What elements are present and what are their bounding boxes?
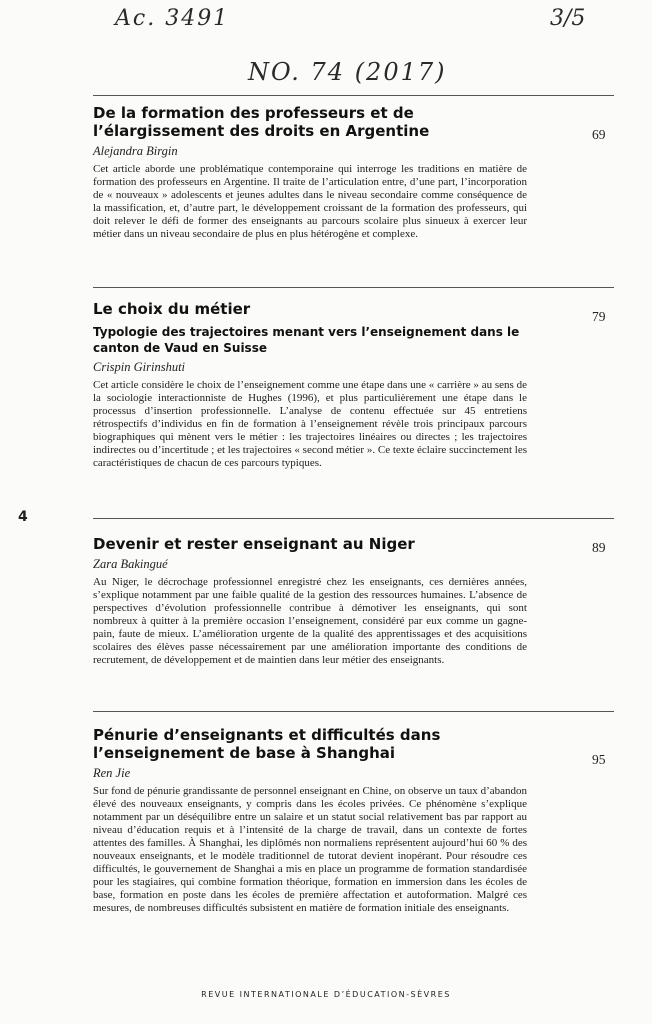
article-author: Crispin Girinshuti [93, 360, 186, 374]
article-abstract: Sur fond de pénurie grandissante de personnel enseignant en Chine, on observe un taux d’abandon élevé des nouveaux enseignants, y compris dans les écoles privées. Ce phénomène s’explique notamment par un déséquilibre entre un salaire et un statut social relativement bas par rapport au niveau d’éducation requis et à l’intensité de la charge de travail, dans un contexte de fortes attentes des familles. À Shanghai, les diplômés non normaliens représentent aujourd’hui 60 % des nouveaux enseignants, et le modèle traditionnel de tutorat devient inopérant. Pour résoudre ces difficultés, le gouvernement de Shanghai a mis en place un programme de formation standardisée pour les stagiaires, qui combine formation théorique, formation en immersion dans les écoles de base, formation en poste dans les écoles de première affectation et autoformation. Malgré ces mesures, de nombreuses difficultés subsistent en matière de formation initiale des enseignants. [93, 785, 527, 914]
article-author: Alejandra Birgin [93, 144, 178, 158]
article-entry [93, 300, 527, 470]
article-page-number[interactable]: 69 [592, 127, 606, 142]
article-title[interactable]: Pénurie d’enseignants et difficultés dans l’enseignement de base à Shanghai [93, 726, 441, 762]
article-entry [93, 535, 527, 667]
article-author: Ren Jie [93, 766, 131, 780]
page-folio-number: 4 [18, 509, 28, 525]
handwritten-reference-number: Ac. 3491 [115, 6, 230, 31]
article-page-number[interactable]: 95 [592, 752, 606, 767]
article-subtitle: Typologie des trajectoires menant vers l’enseignement dans le canton de Vaud en Suisse [93, 325, 520, 355]
article-page-number[interactable]: 79 [592, 309, 606, 324]
article-abstract: Au Niger, le décrochage professionnel enregistré chez les enseignants, ces dernières années, s’explique notamment par une faible qualité de la gestion des ressources humaines. L’absence de perspectives d’évolution professionnelle contribue à démotiver les enseignants, qui sont nombreux à quitter à la première occasion l’enseignement, considéré par eux comme un gagne-pain, faute de mieux. L’amélioration urgente de la qualité des apprentissages et des acquisitions scolaires des élèves passe nécessairement par une amélioration importante des conditions de recrutement, de développement et de maintien dans leur métier des enseignants. [93, 576, 527, 666]
divider-rule [93, 518, 614, 519]
article-title[interactable]: Devenir et rester enseignant au Niger [93, 535, 415, 553]
article-page-number[interactable]: 89 [592, 540, 606, 555]
article-entry [93, 726, 527, 915]
article-author: Zara Bakingué [93, 557, 168, 571]
article-title[interactable]: Le choix du métier [93, 300, 251, 318]
article-title[interactable]: De la formation des professeurs et de l’élargissement des droits en Argentine [93, 104, 430, 140]
article-abstract: Cet article aborde une problématique contemporaine qui interroge les traditions en matière de formation des professeurs en Argentine. Il traite de l’articulation entre, d’une part, l’incorporation de « nouveaux » adolescents et jeunes adultes dans le niveau secondaire comme conséquence de la massification, et, d’autre part, le développement croissant de la formation des professeurs, qui doit relever le défi de former des enseignants au parcours scolaire plus sinueux à exercer leur métier dans un niveau secondaire de plus en plus hétérogène et complexe. [93, 163, 527, 240]
article-entry [93, 104, 527, 241]
divider-rule [93, 95, 614, 96]
divider-rule [93, 287, 614, 288]
article-abstract: Cet article considère le choix de l’enseignement comme une étape dans une « carrière » au sens de la sociologie interactionniste de Hughes (1996), et plus particulièrement une étape dans le processus d’insertion professionnelle. L’analyse de contenu effectuée sur 45 entretiens rétrospectifs d’individus en fin de formation à l’enseignement révèle trois principaux parcours biographiques qui mènent vers le métier : les trajectoires linéaires ou directes ; les trajectoires indirectes ou d’incertitude ; et les trajectoires « second métier ». Ce texte éclaire succinctement les caractéristiques de chacun de ces parcours typiques. [93, 379, 527, 469]
handwritten-issue-number: NO. 74 (2017) [248, 58, 447, 86]
handwritten-fraction: 3/5 [550, 6, 586, 31]
divider-rule [93, 711, 614, 712]
journal-footer: REVUE INTERNATIONALE D’ÉDUCATION-SÈVRES [201, 990, 451, 999]
